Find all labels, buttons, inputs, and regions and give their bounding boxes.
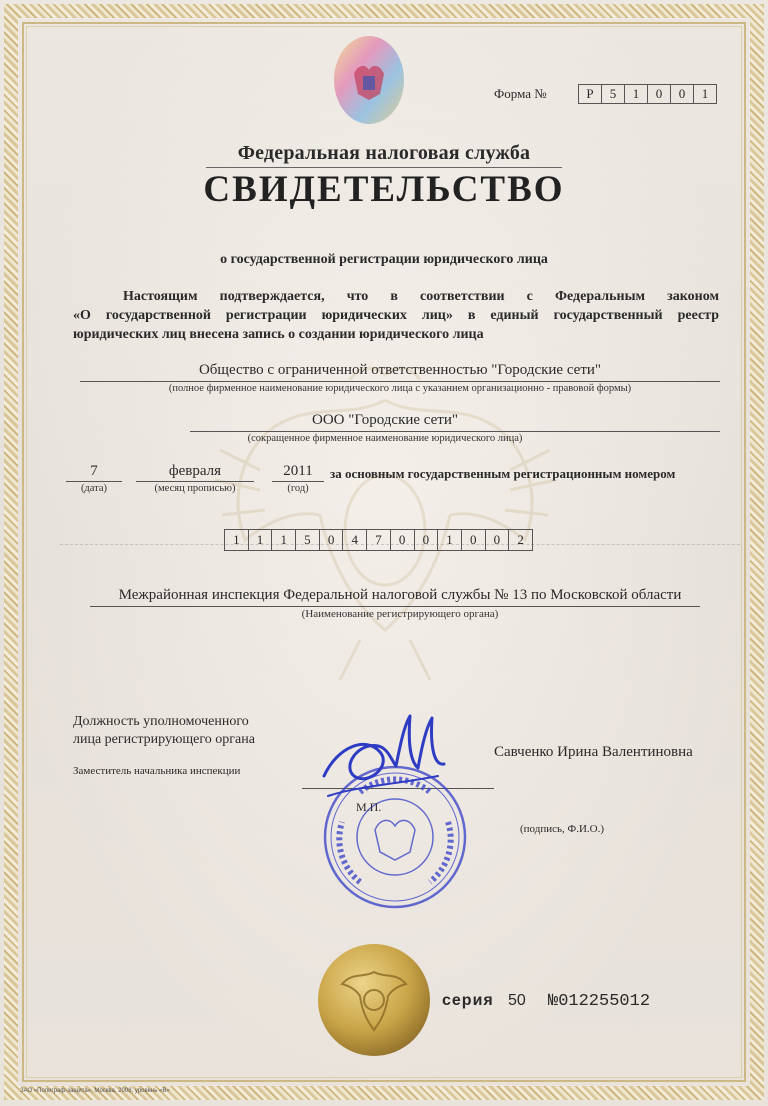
- eagle-watermark: [200, 360, 570, 690]
- hologram-emblem-icon: [332, 34, 406, 126]
- signatory-position-label: [73, 713, 255, 749]
- ogrn-digit: 1: [225, 530, 249, 550]
- document-title: СВИДЕТЕЛЬСТВО: [203, 169, 565, 210]
- agency-name: Федеральная налоговая служба: [237, 142, 531, 164]
- statement-paragraph: [73, 287, 719, 344]
- day-underline: [66, 481, 122, 482]
- printer-info: ЗАО «Полиграф-защита», Москва, 2008, уровень «В»: [20, 1088, 170, 1094]
- month-hint: (месяц прописью): [154, 483, 236, 494]
- stamp-place-label: М.П.: [356, 800, 382, 814]
- form-code-char: Р: [579, 85, 602, 103]
- ogrn-digit: 0: [320, 530, 344, 550]
- short-name-hint: (сокращенное фирменное наименование юридического лица): [247, 433, 523, 444]
- document-subtitle: о государственной регистрации юридического лица: [220, 252, 548, 267]
- form-number-boxes: [578, 84, 717, 104]
- form-code-char: 5: [602, 85, 625, 103]
- ogrn-digit: 2: [517, 532, 524, 547]
- company-short-name: ООО "Городские сети": [311, 412, 458, 428]
- statement-line: «О государственной регистрации юридических лиц» в единый государственный реестр: [73, 308, 719, 323]
- position-label-line: Должность уполномоченного: [73, 714, 249, 729]
- signature-hint: (подпись, Ф.И.О.): [520, 823, 604, 835]
- ogrn-boxes: [224, 529, 533, 551]
- form-code-char: 0: [648, 85, 671, 103]
- form-number-label: Форма №: [494, 86, 547, 101]
- series-label: серия: [442, 992, 494, 1009]
- position-label-line: лица регистрирующего органа: [73, 732, 255, 747]
- registration-year: 2011: [283, 463, 313, 479]
- short-name-underline: [190, 431, 720, 432]
- statement-line: Настоящим подтверждается, что в соответствии с Федеральным законом: [123, 289, 719, 304]
- ogrn-digit: 0: [462, 530, 486, 550]
- registering-authority: Межрайонная инспекция Федеральной налоговой службы № 13 по Московской области: [118, 587, 682, 603]
- registration-month: февраля: [168, 463, 222, 479]
- full-name-hint: (полное фирменное наименование юридического лица с указанием организационно - правовой формы): [168, 383, 632, 394]
- day-hint: (дата): [80, 483, 108, 494]
- form-code-char: 0: [671, 85, 694, 103]
- form-code-char: 1: [701, 86, 709, 101]
- year-underline: [272, 481, 324, 482]
- authority-underline: [90, 606, 700, 607]
- ogrn-digit: 1: [438, 530, 462, 550]
- form-code-char: 1: [625, 85, 648, 103]
- serial-number: №012255012: [548, 992, 651, 1011]
- signatory-position: Заместитель начальника инспекции: [73, 765, 241, 777]
- series-value: 50: [508, 992, 526, 1009]
- registration-number-text: за основным государственным регистрационным номером: [330, 466, 676, 481]
- signatory-name: Савченко Ирина Валентиновна: [494, 744, 693, 760]
- full-name-underline: [80, 381, 720, 382]
- ogrn-digit: 4: [343, 530, 367, 550]
- registration-day: 7: [90, 463, 98, 479]
- gold-seal-icon: [316, 942, 432, 1058]
- handwritten-signature: [318, 706, 448, 811]
- year-hint: (год): [287, 483, 309, 494]
- ogrn-digit: 0: [415, 530, 439, 550]
- company-full-name: Общество с ограниченной ответственностью "Городские сети": [198, 362, 602, 378]
- ogrn-digit: 7: [367, 530, 391, 550]
- ogrn-digit: 0: [486, 530, 510, 550]
- authority-hint: (Наименование регистрирующего органа): [301, 608, 499, 620]
- ogrn-digit: 1: [272, 530, 296, 550]
- statement-line: юридических лиц внесена запись о создании юридического лица: [73, 327, 484, 342]
- ogrn-digit: 1: [249, 530, 273, 550]
- ogrn-digit: 0: [391, 530, 415, 550]
- month-underline: [136, 481, 254, 482]
- ogrn-digit: 5: [296, 530, 320, 550]
